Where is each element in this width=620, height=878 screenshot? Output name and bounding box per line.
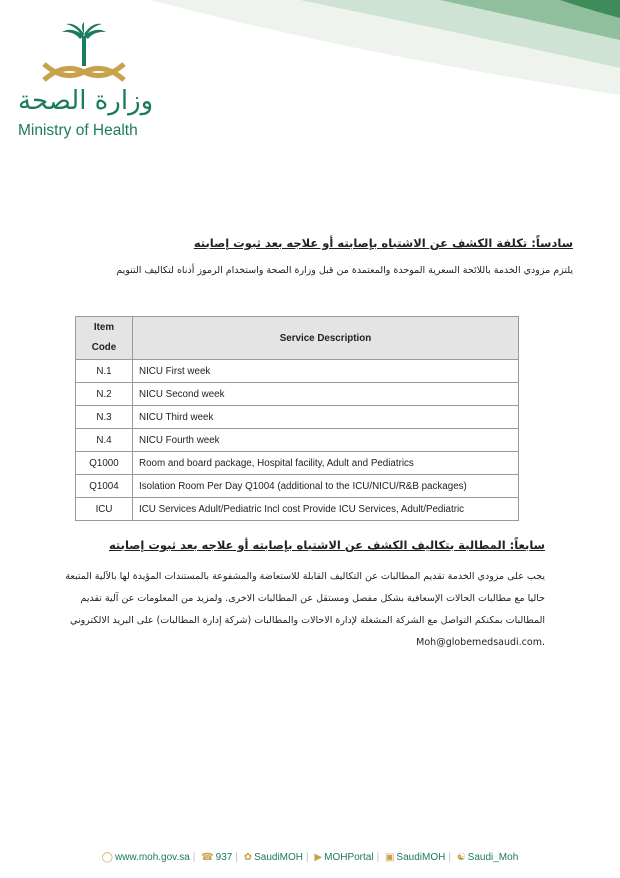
phone-number[interactable]: 937 bbox=[215, 852, 233, 863]
item-code: N.4 bbox=[76, 429, 133, 452]
logo-arabic-text: وزارة الصحة bbox=[18, 86, 154, 116]
service-description: Room and board package, Hospital facility, Adult and Pediatrics bbox=[133, 452, 519, 475]
section7-paragraph bbox=[65, 566, 545, 654]
paragraph-line: المطالبات بمكنكم التواصل مع الشركة المشغلة لإدارة الاحالات والمطالبات (شركة إدارة المطالبات) على البريد الالكتروني bbox=[70, 615, 545, 626]
section6-heading: سادساً: تكلفة الكشف عن الاشتباه بإصابته أو علاجه بعد ثبوت إصابته bbox=[193, 236, 573, 250]
instagram-handle[interactable]: SaudiMOH bbox=[396, 852, 446, 863]
table-row bbox=[76, 452, 519, 475]
service-description: ICU Services Adult/Pediatric Incl cost Provide ICU Services, Adult/Pediatric bbox=[133, 498, 519, 521]
service-description: Isolation Room Per Day Q1004 (additional to the ICU/NICU/R&B packages) bbox=[133, 475, 519, 498]
twitter-handle[interactable]: SaudiMOH bbox=[254, 852, 304, 863]
item-code: N.1 bbox=[76, 360, 133, 383]
website-link[interactable]: www.moh.gov.sa bbox=[114, 852, 190, 863]
table-row bbox=[76, 498, 519, 521]
item-code: Q1004 bbox=[76, 475, 133, 498]
divider: | bbox=[235, 852, 238, 863]
table-row bbox=[76, 360, 519, 383]
divider: | bbox=[192, 852, 196, 863]
footer-contacts bbox=[0, 852, 620, 863]
header-service-description: Service Description bbox=[133, 317, 519, 360]
service-codes-table bbox=[75, 316, 519, 521]
item-code: ICU bbox=[76, 498, 133, 521]
item-code: Q1000 bbox=[76, 452, 133, 475]
section6-intro: يلتزم مزودي الخدمة باللائحة السعرية الموحدة والمعتمدة من قبل وزارة الصحة واستخدام الرموز أدناه لتكاليف التنويم bbox=[116, 265, 573, 276]
divider: | bbox=[448, 852, 451, 863]
moh-emblem-icon bbox=[14, 22, 164, 92]
section7-heading: سابعاً: المطالبة بتكاليف الكشف عن الاشتباه بإصابته أو علاجه بعد ثبوت إصابته bbox=[108, 538, 545, 552]
item-code: N.3 bbox=[76, 406, 133, 429]
logo-english-text: Ministry of Health bbox=[18, 122, 138, 139]
globe-icon: ◯ bbox=[101, 852, 113, 863]
phone-icon: ☎ bbox=[201, 852, 214, 863]
service-description: NICU First week bbox=[133, 360, 519, 383]
instagram-icon: ▣ bbox=[384, 852, 395, 863]
service-description: NICU Third week bbox=[133, 406, 519, 429]
table-row bbox=[76, 429, 519, 452]
service-description: NICU Second week bbox=[133, 383, 519, 406]
paragraph-line: حاليا مع مطالبات الحالات الإسعافية بشكل مفصل ومستقل عن المطالبات الاخرى. ولمزيد من المعلومات عن آلية تقديم bbox=[80, 593, 545, 604]
paragraph-line: يجب على مزودي الخدمة تقديم المطالبات عن التكاليف القابلة للاستعاضة والمشفوعة بالمستندات المؤيدة لها بالآلية المتبعة bbox=[65, 571, 545, 582]
snapchat-handle[interactable]: Saudi_Moh bbox=[467, 852, 519, 863]
service-description: NICU Fourth week bbox=[133, 429, 519, 452]
email-line[interactable]: .Moh@globemedsaudi.com bbox=[416, 637, 545, 648]
divider: | bbox=[376, 852, 380, 863]
table-row bbox=[76, 383, 519, 406]
table-row bbox=[76, 475, 519, 498]
youtube-icon: ▶ bbox=[314, 852, 323, 863]
header-item-code: Item Code bbox=[76, 317, 133, 360]
divider: | bbox=[306, 852, 309, 863]
item-code: N.2 bbox=[76, 383, 133, 406]
twitter-icon: ✿ bbox=[243, 852, 253, 863]
table-row bbox=[76, 406, 519, 429]
snapchat-icon: ☯ bbox=[456, 852, 466, 863]
youtube-handle[interactable]: MOHPortal bbox=[324, 852, 374, 863]
